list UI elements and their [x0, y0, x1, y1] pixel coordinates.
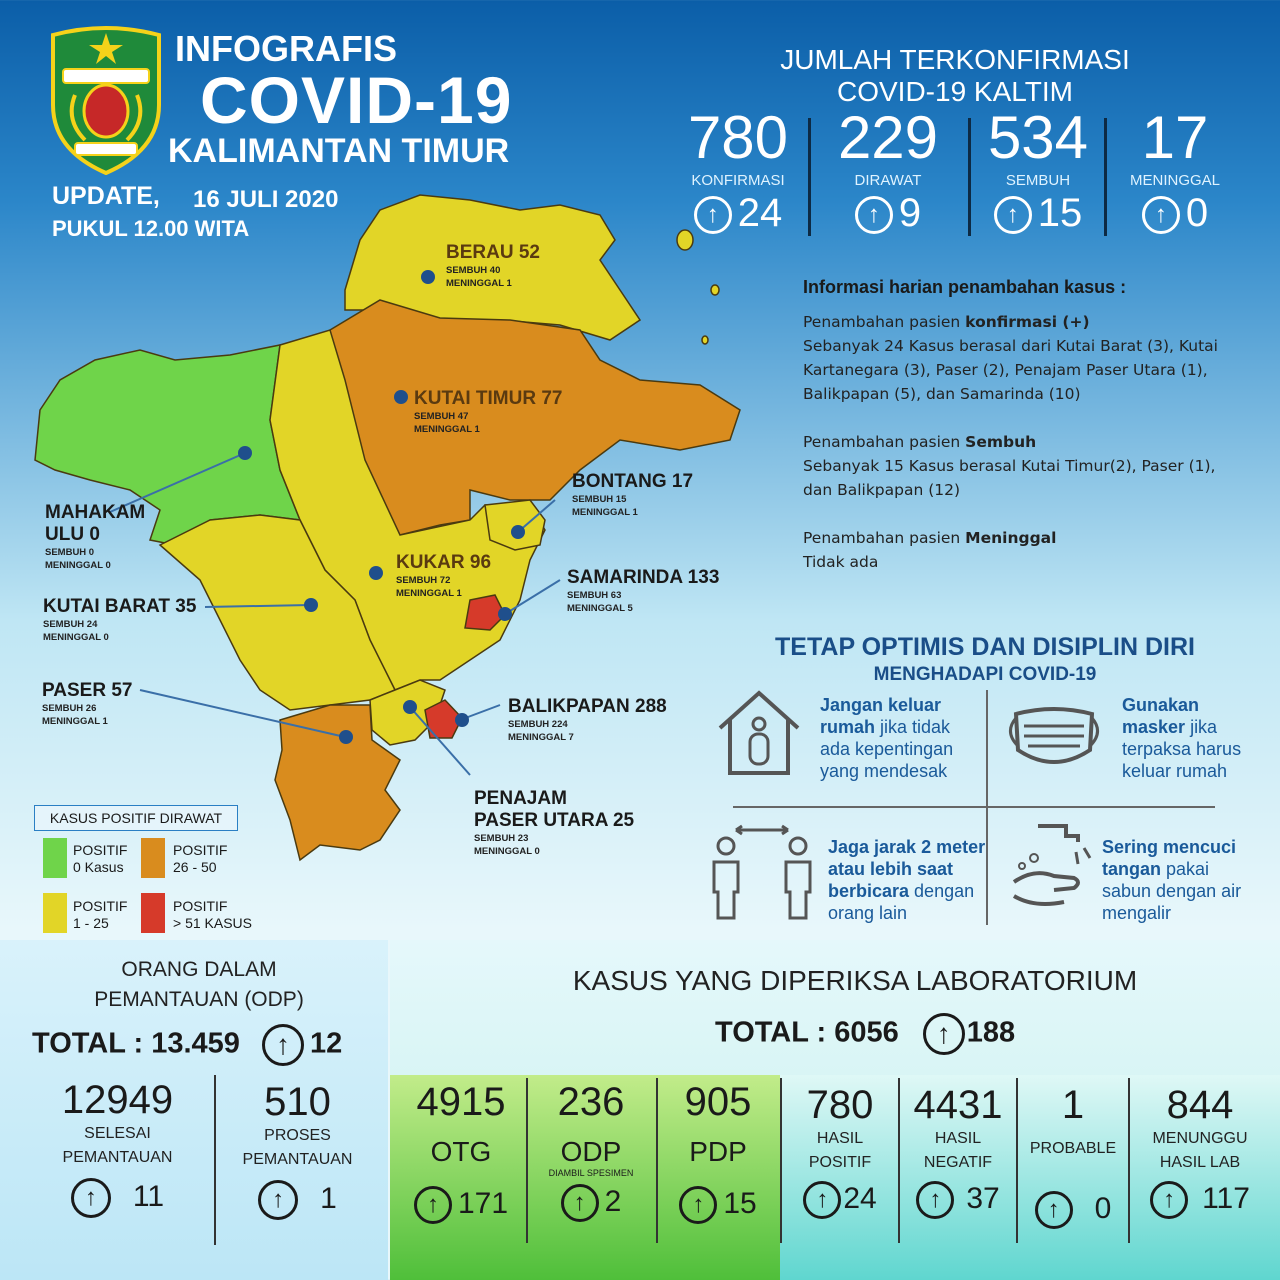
lab-total-increase: 188	[966, 1016, 1016, 1049]
legend-line1: POSITIF	[173, 898, 228, 914]
lab-total	[715, 1013, 1015, 1055]
odp-proses	[200, 1080, 395, 1220]
legend-title: KASUS POSITIF DIRAWAT	[34, 805, 238, 831]
stat-increase: 0	[1185, 191, 1209, 235]
marker-kutai-barat	[304, 598, 318, 612]
info-sembuh	[803, 430, 1243, 502]
stat-label: SEMBUH	[1005, 172, 1071, 189]
legend-line1: POSITIF	[173, 842, 228, 858]
tips-title: TETAP OPTIMIS DAN DISIPLIN DIRI	[775, 633, 1195, 661]
legend-item	[173, 898, 252, 932]
marker-mahakam-ulu	[238, 446, 252, 460]
cell-label: PROBABLE	[1029, 1140, 1117, 1157]
region-meninggal: MENINGGAL 1	[572, 507, 638, 518]
tip-handwash	[1102, 836, 1262, 924]
region-meninggal: MENINGGAL 7	[508, 732, 574, 743]
region-name: PASER 57	[42, 680, 133, 701]
kaltim-map	[0, 0, 760, 940]
region-meninggal: MENINGGAL 1	[414, 424, 480, 435]
cell-value: 1	[1061, 1083, 1085, 1127]
region-meninggal: MENINGGAL 0	[45, 560, 111, 571]
lab-otg	[398, 1080, 524, 1224]
region-sembuh: SEMBUH 63	[567, 590, 622, 601]
marker-kutai-timur	[394, 390, 408, 404]
stat-increase: 24	[737, 191, 783, 235]
cell-increase: 2	[604, 1185, 622, 1218]
marker-kukar	[369, 566, 383, 580]
info-meninggal	[803, 526, 1243, 574]
divider	[733, 806, 1215, 808]
cell-value: 4915	[416, 1080, 506, 1124]
stat-meninggal	[1105, 106, 1245, 235]
region-name: BONTANG 17	[572, 471, 694, 492]
cell-label: SELESAI	[84, 1125, 151, 1142]
cell-value: 236	[557, 1080, 625, 1124]
region-meninggal: MENINGGAL 0	[474, 846, 540, 857]
info-text: Tidak ada	[803, 553, 879, 571]
up-arrow-icon: ↑	[803, 1181, 841, 1219]
label-kutai-barat	[43, 596, 196, 644]
legend-swatch-yellow	[43, 893, 67, 933]
lab-probable	[1018, 1083, 1128, 1229]
legend-line2: 0 Kasus	[73, 859, 124, 875]
stat-label: KONFIRMASI	[691, 172, 785, 189]
info-prefix: Penambahan pasien	[803, 529, 966, 547]
cell-value: 12949	[61, 1078, 174, 1122]
label-kukar	[396, 552, 491, 600]
legend-line1: POSITIF	[73, 842, 128, 858]
tip-distance	[828, 836, 986, 924]
mask-icon	[1002, 702, 1106, 772]
region-sembuh: SEMBUH 26	[42, 703, 97, 714]
lab-hasil-positif	[782, 1083, 898, 1219]
region-name: KUKAR 96	[396, 552, 492, 573]
up-arrow-icon: ↑	[258, 1180, 298, 1220]
legend-line1: POSITIF	[73, 898, 128, 914]
lab-pdp	[658, 1080, 778, 1224]
odp-total-label: TOTAL : 13.459	[32, 1027, 240, 1060]
cell-label: PROSES	[264, 1127, 331, 1144]
legend-line2: 26 - 50	[173, 859, 217, 875]
update-date: 16 JULI 2020	[193, 186, 339, 213]
up-arrow-icon: ↑	[1150, 1181, 1188, 1219]
tip-stay-home	[820, 694, 980, 782]
cell-increase: 117	[1202, 1182, 1250, 1215]
stat-value: 780	[687, 104, 789, 171]
region-meninggal: MENINGGAL 1	[446, 278, 512, 289]
info-keyword: Sembuh	[965, 433, 1037, 451]
region-meninggal: MENINGGAL 0	[43, 632, 109, 643]
region-name-line1: MAHAKAM	[45, 502, 146, 523]
title-covid: COVID-19	[200, 63, 513, 137]
info-keyword: konfirmasi (+)	[965, 313, 1090, 331]
handwash-icon	[1004, 818, 1094, 910]
label-balikpapan	[508, 696, 667, 744]
label-paser	[42, 680, 132, 728]
tip-rest: dengan orang lain	[828, 881, 975, 923]
tip-bold: Jaga jarak 2 meter atau lebih saat berbicara	[828, 837, 986, 901]
summary-title-line2: COVID-19 KALTIM	[837, 76, 1073, 107]
region-name: BALIKPAPAN 288	[508, 696, 667, 717]
tips-subtitle: MENGHADAPI COVID-19	[873, 664, 1097, 685]
label-ppu	[474, 788, 634, 858]
legend-swatch-green	[43, 838, 67, 878]
up-arrow-icon: ↑	[414, 1186, 452, 1224]
legend-line2: 1 - 25	[73, 915, 109, 931]
region-name-line1: PENAJAM	[474, 788, 567, 809]
odp-total-increase: 12	[309, 1027, 343, 1060]
info-konfirmasi	[803, 310, 1243, 406]
cell-label: HASIL LAB	[1159, 1154, 1241, 1171]
cell-label: OTG	[430, 1136, 492, 1167]
region-sembuh: SEMBUH 15	[572, 494, 627, 505]
label-mahakam-ulu	[45, 502, 145, 572]
region-name: SAMARINDA 133	[567, 567, 720, 588]
cell-sublabel: DIAMBIL SPESIMEN	[548, 1168, 634, 1178]
odp-total	[32, 1024, 342, 1066]
cell-increase: 11	[132, 1179, 165, 1213]
region-name-line2: ULU 0	[45, 524, 100, 545]
info-prefix: Penambahan pasien	[803, 433, 966, 451]
up-arrow-icon: ↑	[923, 1013, 965, 1055]
summary-title-line1: JUMLAH TERKONFIRMASI	[780, 44, 1130, 75]
marker-bontang	[511, 525, 525, 539]
up-arrow-icon: ↑	[1035, 1191, 1073, 1229]
label-kutai-timur	[414, 388, 562, 436]
region-name-line2: PASER UTARA 25	[474, 810, 635, 831]
cell-label: HASIL	[934, 1130, 982, 1147]
cell-increase: 1	[320, 1181, 337, 1215]
marker-ppu	[403, 700, 417, 714]
divider	[986, 690, 988, 925]
cell-increase: 37	[966, 1182, 1000, 1215]
region-sembuh: SEMBUH 224	[508, 719, 568, 730]
legend-item	[73, 842, 127, 876]
lab-menunggu	[1130, 1083, 1270, 1219]
region-sembuh: SEMBUH 72	[396, 575, 451, 586]
info-text: Sebanyak 15 Kasus berasal Kutai Timur(2), Paser (1), dan Balikpapan (12)	[803, 457, 1216, 499]
summary-title	[730, 44, 1180, 108]
cell-label: PDP	[689, 1136, 747, 1167]
marker-samarinda	[498, 607, 512, 621]
info-keyword: Meninggal	[965, 529, 1057, 547]
cell-increase: 15	[723, 1187, 757, 1220]
lab-title: KASUS YANG DIPERIKSA LABORATORIUM	[572, 965, 1138, 996]
label-berau	[446, 242, 540, 290]
cell-value: 905	[684, 1080, 752, 1124]
region-sembuh: SEMBUH 24	[43, 619, 98, 630]
cell-label: HASIL	[816, 1130, 864, 1147]
cell-label: NEGATIF	[923, 1154, 993, 1171]
stat-label: MENINGGAL	[1129, 172, 1220, 189]
cell-label: POSITIF	[808, 1154, 872, 1171]
tip-rest: pakai sabun dengan air mengalir	[1102, 859, 1242, 923]
region-meninggal: MENINGGAL 1	[42, 716, 108, 727]
legend-swatch-orange	[141, 838, 165, 878]
update-label: UPDATE,	[52, 182, 160, 210]
cell-label: MENUNGGU	[1152, 1130, 1248, 1147]
cell-label: PEMANTAUAN	[242, 1151, 353, 1168]
info-text: Sebanyak 24 Kasus berasal dari Kutai Barat (3), Kutai Kartanegara (3), Paser (2), Penajam Paser Utara (1), Balikpapan (5), dan Samarinda (10)	[803, 337, 1218, 403]
up-arrow-icon: ↑	[1142, 196, 1180, 234]
region-name: BERAU 52	[446, 242, 540, 263]
odp-title-line2: PEMANTAUAN (ODP)	[94, 988, 304, 1011]
legend-line2: > 51 KASUS	[173, 915, 252, 931]
social-distance-icon	[706, 822, 818, 922]
region-meninggal: MENINGGAL 5	[567, 603, 633, 614]
lab-odp	[528, 1080, 654, 1222]
lab-total-label: TOTAL : 6056	[715, 1016, 899, 1049]
label-samarinda	[567, 567, 719, 615]
tip-bold: Gunakan masker	[1122, 695, 1200, 737]
stat-value: 534	[987, 104, 1089, 171]
cell-label: ODP	[560, 1136, 622, 1167]
up-arrow-icon: ↑	[916, 1181, 954, 1219]
region-sembuh: SEMBUH 0	[45, 547, 95, 558]
up-arrow-icon: ↑	[262, 1024, 304, 1066]
region-name: KUTAI BARAT 35	[43, 596, 197, 617]
marker-balikpapan	[455, 713, 469, 727]
up-arrow-icon: ↑	[561, 1184, 599, 1222]
tip-mask	[1122, 694, 1262, 782]
legend-item	[173, 842, 227, 876]
up-arrow-icon: ↑	[994, 196, 1032, 234]
divider	[808, 118, 811, 236]
cell-value: 780	[806, 1083, 874, 1127]
tip-bold: Sering mencuci tangan	[1102, 837, 1237, 879]
tip-rest: jika terpaksa harus keluar rumah	[1122, 717, 1242, 781]
stat-label: DIRAWAT	[854, 172, 922, 189]
tip-rest: jika tidak ada kepentingan yang mendesak	[820, 717, 954, 781]
house-icon	[712, 688, 807, 780]
up-arrow-icon: ↑	[679, 1186, 717, 1224]
info-heading: Informasi harian penambahan kasus :	[803, 277, 1127, 297]
cell-increase: 171	[457, 1187, 509, 1220]
stat-value: 17	[1141, 104, 1209, 171]
region-sembuh: SEMBUH 47	[414, 411, 469, 422]
up-arrow-icon: ↑	[694, 196, 732, 234]
odp-title-line1: ORANG DALAM	[121, 958, 277, 981]
region-name: KUTAI TIMUR 77	[414, 388, 563, 409]
stat-dirawat	[818, 106, 958, 235]
up-arrow-icon: ↑	[855, 196, 893, 234]
cell-increase: 0	[1094, 1192, 1112, 1225]
update-time: PUKUL 12.00 WITA	[52, 216, 250, 241]
stat-value: 229	[837, 104, 939, 171]
stat-sembuh	[968, 106, 1108, 235]
region-meninggal: MENINGGAL 1	[396, 588, 462, 599]
lab-hasil-negatif	[900, 1083, 1016, 1219]
cell-increase: 24	[843, 1182, 877, 1215]
cell-value: 510	[264, 1080, 331, 1124]
odp-title	[0, 955, 398, 1015]
cell-value: 4431	[913, 1083, 1003, 1127]
region-sembuh: SEMBUH 23	[474, 833, 529, 844]
odp-selesai	[20, 1078, 215, 1218]
legend-swatch-red	[141, 893, 165, 933]
info-prefix: Penambahan pasien	[803, 313, 966, 331]
stat-increase: 9	[898, 191, 922, 235]
marker-paser	[339, 730, 353, 744]
up-arrow-icon: ↑	[71, 1178, 111, 1218]
tip-bold: Jangan keluar rumah	[820, 695, 942, 737]
title-infografis: INFOGRAFIS	[175, 28, 397, 69]
legend-item	[73, 898, 127, 932]
region-sembuh: SEMBUH 40	[446, 265, 501, 276]
title-region: KALIMANTAN TIMUR	[168, 132, 510, 170]
marker-berau	[421, 270, 435, 284]
cell-label: PEMANTAUAN	[62, 1149, 173, 1166]
cell-value: 844	[1166, 1083, 1234, 1127]
stat-increase: 15	[1037, 191, 1083, 235]
label-bontang	[572, 471, 693, 519]
